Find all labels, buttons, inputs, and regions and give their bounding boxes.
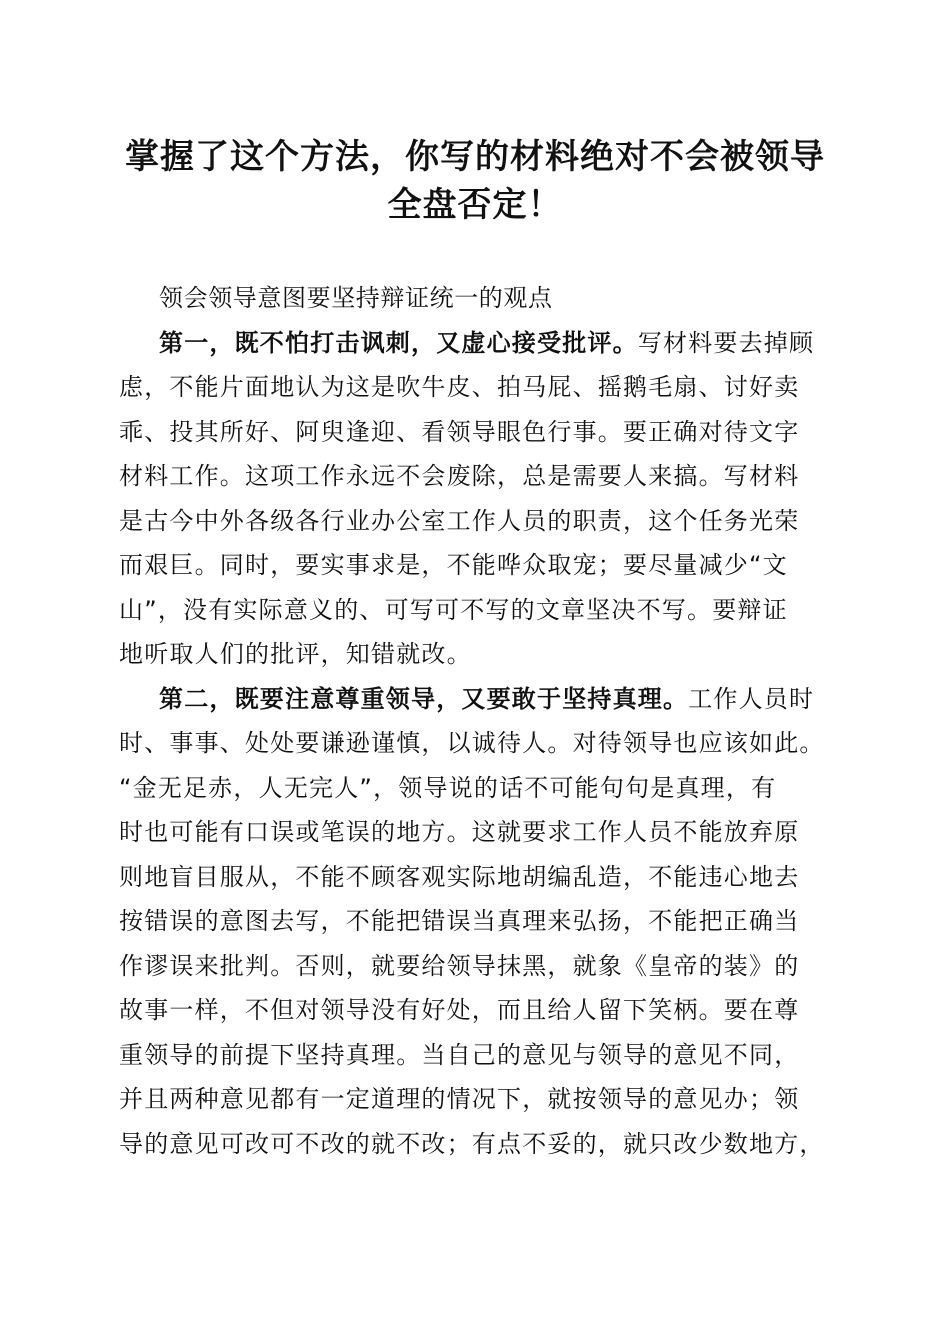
paragraph-line: 是古今中外各级各行业办公室工作人员的职责，这个任务光荣 (119, 506, 800, 535)
paragraph-line: 乖、投其所好、阿臾逢迎、看领导眼色行事。要正确对待文字 (119, 417, 800, 446)
document-body (119, 276, 831, 1166)
paragraph-line: 则地盲目服从，不能不顾客观实际地胡编乱造，不能违心地去 (119, 862, 800, 891)
paragraph-line: 时也可能有口误或笔误的地方。这就要求工作人员不能放弃原 (119, 818, 800, 846)
paragraph-1-line1-rest: 写材料要去掉顾 (637, 328, 815, 357)
paragraph-1-lead: 第一，既不怕打击讽刺，又虚心接受批评。 (159, 328, 638, 357)
paragraph-line (119, 677, 831, 722)
paragraph-line: 按错误的意图去写，不能把错误当真理来弘扬，不能把正确当 (119, 907, 800, 935)
paragraph-2 (119, 677, 831, 1167)
paragraph-line: 故事一样，不但对领导没有好处，而且给人留下笑柄。要在尊 (119, 996, 800, 1024)
paragraph-line: 导的意见可改可不改的就不改；有点不妥的，就只改少数地方， (119, 1129, 825, 1158)
paragraph-2-line1-rest: 工作人员时 (688, 684, 815, 713)
document-title (100, 133, 850, 229)
paragraph-line: “金无足赤，人无完人”，领导说的话不可能句句是真理，有 (119, 773, 777, 802)
paragraph-line: 而艰巨。同时，要实事求是，不能哗众取宠；要尽量减少“文 (119, 551, 788, 579)
paragraph-line: 作谬误来批判。否则，就要给领导抹黑，就象《皇帝的装》的 (119, 951, 800, 980)
paragraph-line: 并且两种意见都有一定道理的情况下，就按领导的意见办；领 (119, 1085, 800, 1113)
paragraph-line: 地听取人们的批评，知错就改。 (119, 640, 472, 668)
paragraph-line: 虑，不能片面地认为这是吹牛皮、拍马屁、摇鹅毛扇、讨好卖 (119, 373, 800, 401)
paragraph-line: 重领导的前提下坚持真理。当自己的意见与领导的意见不同， (119, 1040, 800, 1069)
title-line-2: 全盘否定！ (387, 185, 563, 225)
paragraph-line: 山”，没有实际意义的、可写可不写的文章坚决不写。要辩证 (119, 595, 788, 624)
paragraph-line (119, 321, 831, 366)
paragraph-line: 材料工作。这项工作永远不会废除，总是需要人来搞。写材料 (119, 462, 800, 490)
paragraph-1 (119, 321, 831, 677)
paragraph-2-lead: 第二，既要注意尊重领导，又要敢于坚持真理。 (159, 684, 689, 713)
title-line-1: 掌握了这个方法，你写的材料绝对不会被领导 (125, 137, 825, 177)
subheading: 领会领导意图要坚持辩证统一的观点 (159, 284, 553, 312)
paragraph-line: 时、事事、处处要谦逊谨慎，以诚待人。对待领导也应该如此。 (119, 729, 825, 757)
